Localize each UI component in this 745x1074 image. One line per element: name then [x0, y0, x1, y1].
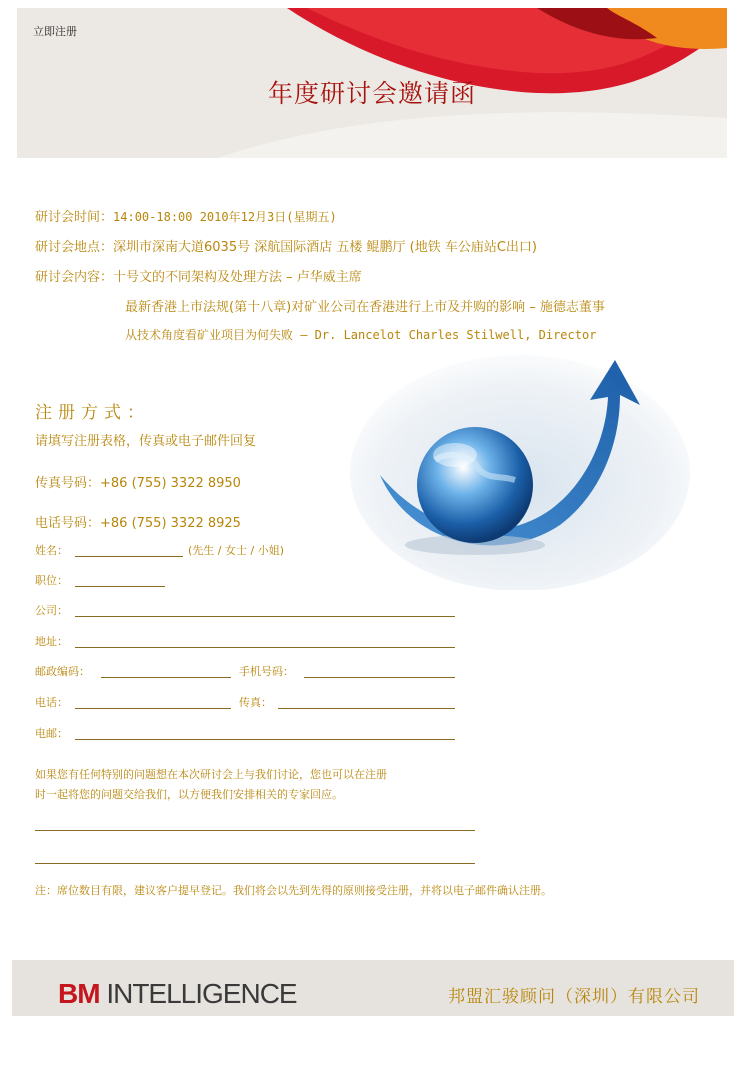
seminar-place-value: 深圳市深南大道6035号 深航国际酒店 五楼 鲲鹏厅 (地铁 车公庙站C出口) [113, 240, 537, 255]
fax-label: 传真： [239, 696, 272, 709]
registration-instruction: 请填写注册表格，传真或电子邮件回复 [35, 434, 257, 449]
seminar-time [35, 206, 337, 225]
fax-field[interactable] [278, 708, 455, 709]
postcode-field[interactable] [101, 677, 231, 678]
company-label: 公司： [35, 604, 68, 617]
seminar-place [35, 236, 537, 255]
topic-item: 十号文的不同架构及处理方法 – 卢华威主席 [113, 270, 362, 285]
seminar-time-value: 14:00-18:00 2010年12月3日(星期五) [113, 210, 337, 224]
name-field[interactable] [75, 556, 183, 557]
questions-text-line1: 如果您有任何特别的问题想在本次研讨会上与我们讨论，您也可以在注册 [35, 768, 387, 781]
seat-limit-note: 注：席位数目有限，建议客户提早登记。我们将会以先到先得的原则接受注册，并将以电子邮件确认注册。 [35, 884, 552, 897]
mobile-label: 手机号码： [239, 665, 294, 678]
email-field[interactable] [75, 739, 455, 740]
address-field[interactable] [75, 647, 455, 648]
company-field[interactable] [75, 616, 455, 617]
globe-arrow-graphic [350, 355, 690, 590]
email-label: 电邮： [35, 727, 68, 740]
logo-bm: BM [58, 978, 100, 1009]
topic-item: 最新香港上市法规(第十八章)对矿业公司在香港进行上市及并购的影响 – 施德志董事 [125, 300, 605, 315]
header-banner [17, 8, 727, 158]
name-label: 姓名： [35, 544, 68, 557]
seminar-content-label: 研讨会内容： [35, 270, 114, 285]
seminar-content [35, 266, 362, 285]
mobile-field[interactable] [304, 677, 455, 678]
seminar-place-label: 研讨会地点： [35, 240, 114, 255]
fax-number: 传真号码：+86 (755) 3322 8950 [35, 476, 241, 491]
phone-number: 电话号码：+86 (755) 3322 8925 [35, 516, 241, 531]
footer-banner [12, 960, 734, 1016]
questions-text-line2: 时一起将您的问题交给我们，以方便我们安排相关的专家回应。 [35, 788, 343, 801]
tel-label: 电话： [35, 696, 68, 709]
page-title: 年度研讨会邀请函 [267, 79, 476, 108]
postcode-label: 邮政编码： [35, 665, 90, 678]
tel-field[interactable] [75, 708, 231, 709]
address-label: 地址： [35, 635, 68, 648]
company-name: 邦盟汇骏顾问（深圳）有限公司 [448, 987, 700, 1007]
job-title-field[interactable] [75, 586, 165, 587]
question-field-1[interactable] [35, 830, 475, 831]
topic-item: 从技术角度看矿业项目为何失败 – Dr. Lancelot Charles Stilwell, Director [125, 328, 597, 342]
seminar-time-label: 研讨会时间： [35, 210, 114, 225]
question-field-2[interactable] [35, 863, 475, 864]
registration-title: 注册方式： [35, 403, 150, 423]
logo-intelligence: INTELLIGENCE [106, 978, 297, 1009]
name-salutation: (先生 / 女士 / 小姐) [188, 544, 284, 557]
job-title-label: 职位： [35, 574, 68, 587]
company-logo [58, 978, 297, 1010]
register-now-link[interactable]: 立即注册 [33, 25, 77, 38]
